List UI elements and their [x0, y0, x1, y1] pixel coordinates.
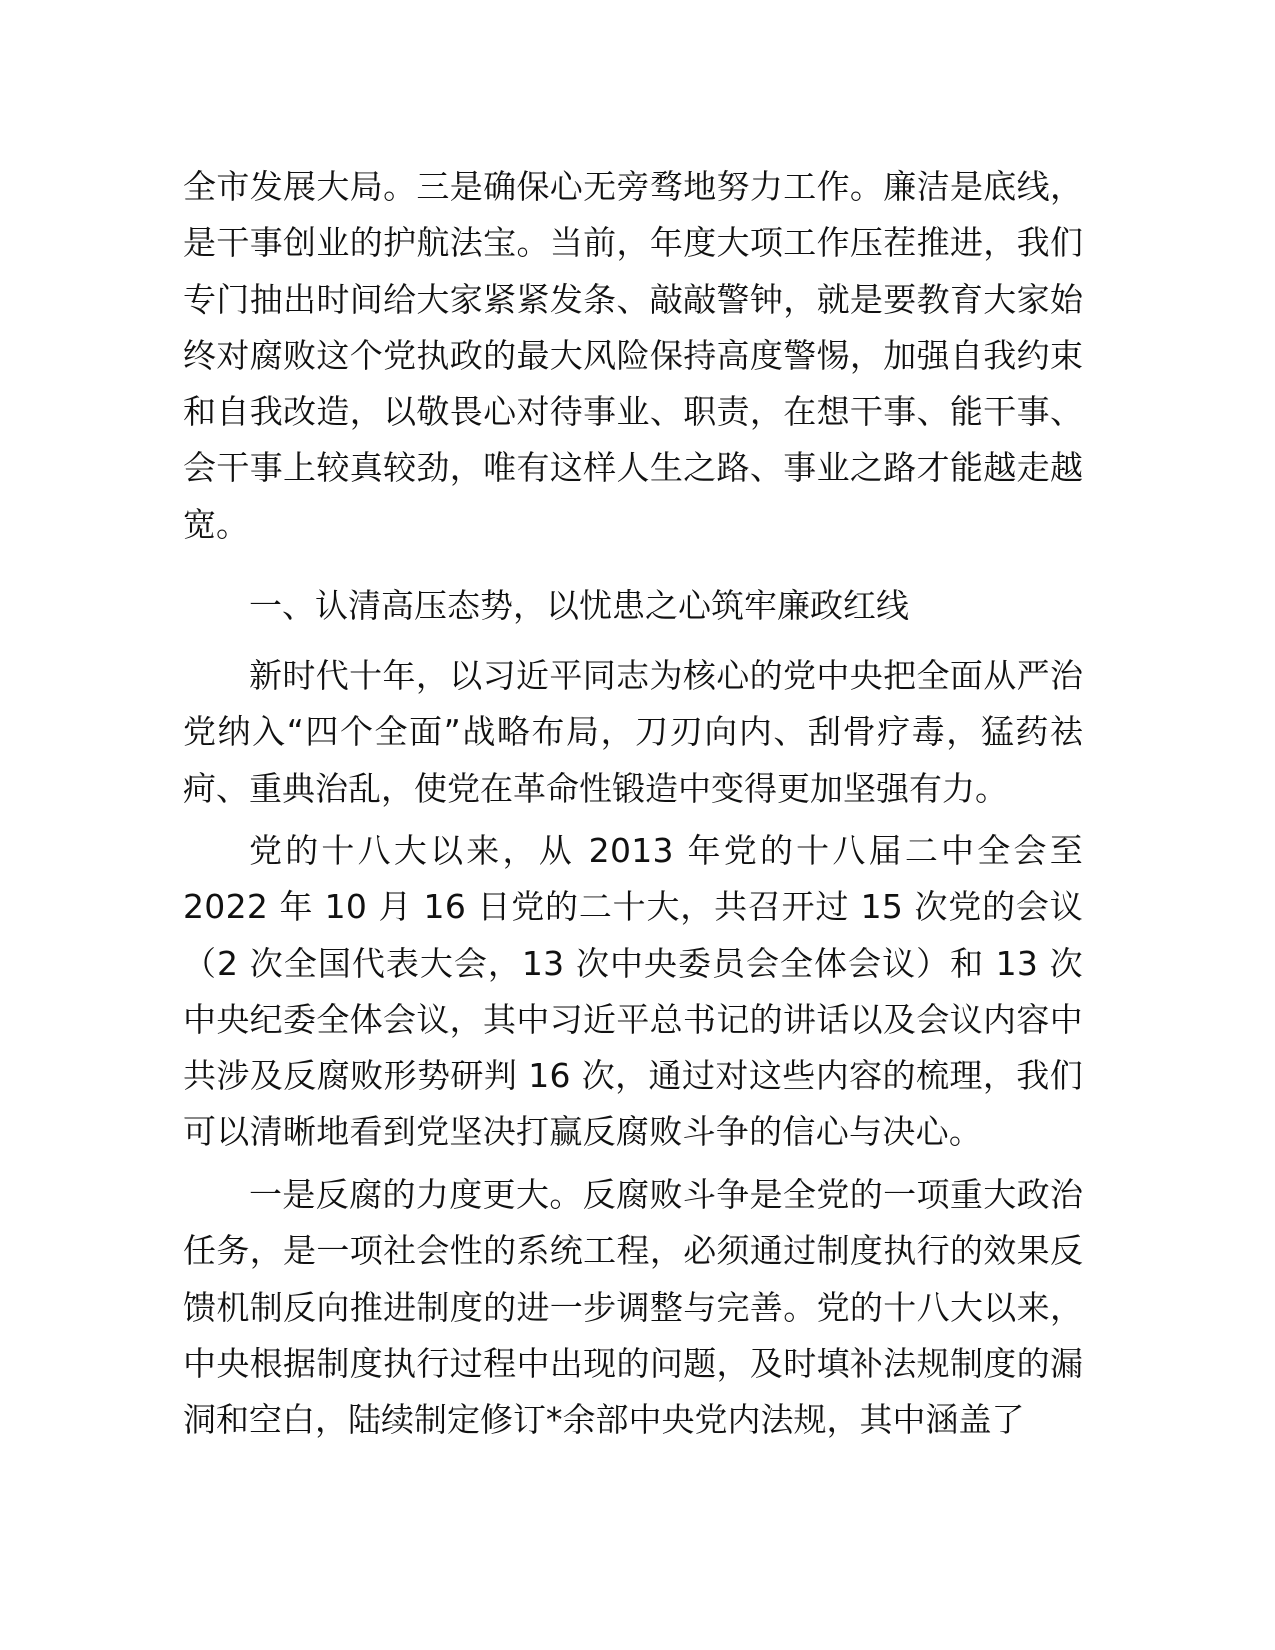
paragraph-text: 党的十八大以来，从 2013 年党的十八届二中全会至 2022 年 10 月 16 日党的二十大，共召开过 15 次党的会议（2 次全国代表大会，13 次中央委员会全体会议）和 13 次中央纪委全体会议，其中习近平总书记的讲话以及会议内容中共涉及反腐败形势研判 16 次，通过对这些内容的梳理，我们可以清晰地看到党坚决打赢反腐败斗争的信心与决心。: [183, 831, 1083, 1152]
body-paragraph: [183, 1167, 1083, 1448]
section-heading: [183, 578, 1083, 634]
body-paragraph: [183, 159, 1083, 553]
paragraph-text: 一是反腐的力度更大。反腐败斗争是全党的一项重大政治任务，是一项社会性的系统工程，必须通过制度执行的效果反馈机制反向推进制度的进一步调整与完善。党的十八大以来，中央根据制度执行过程中出现的问题，及时填补法规制度的漏洞和空白，陆续制定修订*余部中央党内法规，其中涵盖了: [183, 1175, 1083, 1440]
body-paragraph: [183, 648, 1083, 817]
paragraph-text: 全市发展大局。三是确保心无旁骛地努力工作。廉洁是底线，是干事创业的护航法宝。当前，年度大项工作压茬推进，我们专门抽出时间给大家紧紧发条、敲敲警钟，就是要教育大家始终对腐败这个党执政的最大风险保持高度警惕，加强自我约束和自我改造，以敬畏心对待事业、职责，在想干事、能干事、会干事上较真较劲，唯有这样人生之路、事业之路才能越走越宽。: [183, 167, 1083, 544]
section-heading-text: 一、认清高压态势，以忧患之心筑牢廉政红线: [249, 586, 909, 625]
body-paragraph: [183, 823, 1083, 1161]
paragraph-text: 新时代十年，以习近平同志为核心的党中央把全面从严治党纳入“四个全面”战略布局，刀刃向内、刮骨疗毒，猛药祛疴、重典治乱，使党在革命性锻造中变得更加坚强有力。: [183, 656, 1083, 808]
